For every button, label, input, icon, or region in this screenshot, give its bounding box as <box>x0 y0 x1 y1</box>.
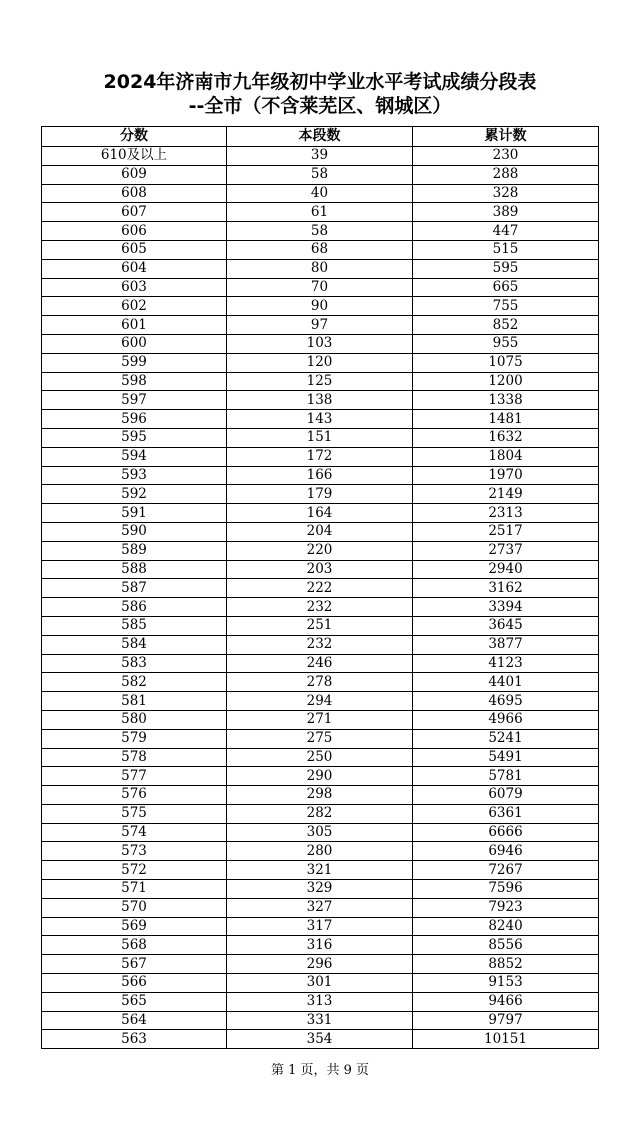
cell-segment-count: 179 <box>227 485 413 504</box>
cell-cumulative-count: 6361 <box>413 804 599 823</box>
cell-score: 586 <box>42 598 227 617</box>
cell-segment-count: 166 <box>227 466 413 485</box>
cell-score: 564 <box>42 1011 227 1030</box>
cell-segment-count: 317 <box>227 917 413 936</box>
cell-score: 596 <box>42 410 227 429</box>
table-row <box>42 823 599 842</box>
cell-cumulative-count: 1632 <box>413 428 599 447</box>
cell-segment-count: 222 <box>227 579 413 598</box>
table-row <box>42 353 599 372</box>
cell-segment-count: 125 <box>227 372 413 391</box>
cell-cumulative-count: 852 <box>413 316 599 335</box>
cell-score: 563 <box>42 1030 227 1049</box>
cell-score: 602 <box>42 297 227 316</box>
header-segment-count: 本段数 <box>227 127 413 147</box>
cell-score: 597 <box>42 391 227 410</box>
cell-segment-count: 80 <box>227 259 413 278</box>
cell-score: 572 <box>42 861 227 880</box>
cell-segment-count: 313 <box>227 992 413 1011</box>
table-row <box>42 1011 599 1030</box>
cell-cumulative-count: 8240 <box>413 917 599 936</box>
cell-cumulative-count: 6946 <box>413 842 599 861</box>
cell-segment-count: 164 <box>227 504 413 523</box>
table-row <box>42 184 599 203</box>
cell-cumulative-count: 3645 <box>413 616 599 635</box>
cell-score: 592 <box>42 485 227 504</box>
cell-segment-count: 282 <box>227 804 413 823</box>
cell-cumulative-count: 1200 <box>413 372 599 391</box>
cell-cumulative-count: 10151 <box>413 1030 599 1049</box>
table-row <box>42 804 599 823</box>
cell-cumulative-count: 3877 <box>413 635 599 654</box>
table-row <box>42 203 599 222</box>
table-row <box>42 447 599 466</box>
cell-cumulative-count: 9797 <box>413 1011 599 1030</box>
cell-segment-count: 143 <box>227 410 413 429</box>
cell-cumulative-count: 328 <box>413 184 599 203</box>
cell-cumulative-count: 3162 <box>413 579 599 598</box>
cell-score: 600 <box>42 334 227 353</box>
cell-segment-count: 301 <box>227 974 413 993</box>
cell-segment-count: 290 <box>227 767 413 786</box>
cell-cumulative-count: 6666 <box>413 823 599 842</box>
table-row <box>42 541 599 560</box>
cell-cumulative-count: 4966 <box>413 710 599 729</box>
cell-cumulative-count: 7923 <box>413 898 599 917</box>
table-row <box>42 259 599 278</box>
cell-score: 591 <box>42 504 227 523</box>
cell-score: 604 <box>42 259 227 278</box>
cell-score: 607 <box>42 203 227 222</box>
cell-score: 603 <box>42 278 227 297</box>
table-header-row <box>42 127 599 147</box>
cell-score: 595 <box>42 428 227 447</box>
cell-cumulative-count: 595 <box>413 259 599 278</box>
cell-segment-count: 250 <box>227 748 413 767</box>
cell-score: 610及以上 <box>42 147 227 166</box>
table-row <box>42 748 599 767</box>
cell-score: 581 <box>42 692 227 711</box>
cell-segment-count: 305 <box>227 823 413 842</box>
cell-segment-count: 294 <box>227 692 413 711</box>
table-row <box>42 635 599 654</box>
cell-cumulative-count: 5241 <box>413 729 599 748</box>
cell-cumulative-count: 6079 <box>413 786 599 805</box>
cell-cumulative-count: 7596 <box>413 880 599 899</box>
cell-score: 571 <box>42 880 227 899</box>
table-row <box>42 842 599 861</box>
cell-score: 601 <box>42 316 227 335</box>
table-row <box>42 485 599 504</box>
cell-cumulative-count: 665 <box>413 278 599 297</box>
cell-score: 590 <box>42 522 227 541</box>
score-distribution-table <box>41 126 599 1049</box>
cell-score: 583 <box>42 654 227 673</box>
table-row <box>42 240 599 259</box>
cell-score: 594 <box>42 447 227 466</box>
table-row <box>42 880 599 899</box>
cell-segment-count: 271 <box>227 710 413 729</box>
cell-segment-count: 203 <box>227 560 413 579</box>
cell-segment-count: 316 <box>227 936 413 955</box>
table-row <box>42 391 599 410</box>
cell-segment-count: 251 <box>227 616 413 635</box>
cell-segment-count: 321 <box>227 861 413 880</box>
cell-segment-count: 232 <box>227 635 413 654</box>
table-row <box>42 165 599 184</box>
table-row <box>42 861 599 880</box>
cell-cumulative-count: 2940 <box>413 560 599 579</box>
table-row <box>42 428 599 447</box>
cell-cumulative-count: 5781 <box>413 767 599 786</box>
cell-cumulative-count: 2313 <box>413 504 599 523</box>
cell-score: 598 <box>42 372 227 391</box>
cell-score: 575 <box>42 804 227 823</box>
cell-cumulative-count: 3394 <box>413 598 599 617</box>
cell-cumulative-count: 1481 <box>413 410 599 429</box>
cell-segment-count: 68 <box>227 240 413 259</box>
table-row <box>42 729 599 748</box>
table-row <box>42 334 599 353</box>
cell-segment-count: 280 <box>227 842 413 861</box>
header-cumulative-count: 累计数 <box>413 127 599 147</box>
table-row <box>42 410 599 429</box>
table-row <box>42 974 599 993</box>
cell-segment-count: 58 <box>227 165 413 184</box>
cell-score: 570 <box>42 898 227 917</box>
cell-segment-count: 70 <box>227 278 413 297</box>
table-row <box>42 504 599 523</box>
table-row <box>42 522 599 541</box>
cell-score: 593 <box>42 466 227 485</box>
table-row <box>42 767 599 786</box>
table-row <box>42 1030 599 1049</box>
page-title: 2024年济南市九年级初中学业水平考试成绩分段表 <box>103 71 537 93</box>
cell-segment-count: 275 <box>227 729 413 748</box>
table-row <box>42 692 599 711</box>
cell-segment-count: 331 <box>227 1011 413 1030</box>
table-row <box>42 786 599 805</box>
cell-score: 599 <box>42 353 227 372</box>
cell-cumulative-count: 955 <box>413 334 599 353</box>
cell-cumulative-count: 5491 <box>413 748 599 767</box>
cell-score: 605 <box>42 240 227 259</box>
page-footer: 第 1 页，共 9 页 <box>270 1063 370 1078</box>
cell-score: 574 <box>42 823 227 842</box>
cell-score: 582 <box>42 673 227 692</box>
cell-cumulative-count: 515 <box>413 240 599 259</box>
cell-segment-count: 120 <box>227 353 413 372</box>
cell-cumulative-count: 1970 <box>413 466 599 485</box>
cell-cumulative-count: 1075 <box>413 353 599 372</box>
cell-segment-count: 39 <box>227 147 413 166</box>
table-row <box>42 710 599 729</box>
table-row <box>42 673 599 692</box>
cell-segment-count: 138 <box>227 391 413 410</box>
cell-score: 576 <box>42 786 227 805</box>
table-row <box>42 297 599 316</box>
cell-score: 573 <box>42 842 227 861</box>
cell-cumulative-count: 2517 <box>413 522 599 541</box>
cell-cumulative-count: 2149 <box>413 485 599 504</box>
table-row <box>42 917 599 936</box>
cell-segment-count: 220 <box>227 541 413 560</box>
page-subtitle: --全市（不含莱芜区、钢城区） <box>188 95 452 117</box>
cell-segment-count: 204 <box>227 522 413 541</box>
cell-cumulative-count: 4401 <box>413 673 599 692</box>
table-row <box>42 147 599 166</box>
table-row <box>42 898 599 917</box>
cell-score: 588 <box>42 560 227 579</box>
cell-cumulative-count: 755 <box>413 297 599 316</box>
cell-segment-count: 40 <box>227 184 413 203</box>
header-score: 分数 <box>42 127 227 147</box>
cell-score: 589 <box>42 541 227 560</box>
cell-score: 606 <box>42 222 227 241</box>
cell-cumulative-count: 9466 <box>413 992 599 1011</box>
cell-score: 568 <box>42 936 227 955</box>
cell-cumulative-count: 1804 <box>413 447 599 466</box>
cell-segment-count: 278 <box>227 673 413 692</box>
cell-segment-count: 329 <box>227 880 413 899</box>
cell-score: 580 <box>42 710 227 729</box>
table-row <box>42 936 599 955</box>
cell-segment-count: 172 <box>227 447 413 466</box>
table-row <box>42 579 599 598</box>
cell-cumulative-count: 4695 <box>413 692 599 711</box>
cell-cumulative-count: 7267 <box>413 861 599 880</box>
cell-score: 585 <box>42 616 227 635</box>
cell-score: 608 <box>42 184 227 203</box>
cell-cumulative-count: 1338 <box>413 391 599 410</box>
cell-cumulative-count: 230 <box>413 147 599 166</box>
cell-score: 584 <box>42 635 227 654</box>
cell-score: 587 <box>42 579 227 598</box>
cell-cumulative-count: 4123 <box>413 654 599 673</box>
cell-segment-count: 151 <box>227 428 413 447</box>
cell-segment-count: 298 <box>227 786 413 805</box>
cell-cumulative-count: 8556 <box>413 936 599 955</box>
cell-segment-count: 103 <box>227 334 413 353</box>
cell-cumulative-count: 9153 <box>413 974 599 993</box>
cell-segment-count: 58 <box>227 222 413 241</box>
table-row <box>42 598 599 617</box>
cell-segment-count: 296 <box>227 955 413 974</box>
cell-score: 567 <box>42 955 227 974</box>
table-row <box>42 955 599 974</box>
cell-segment-count: 246 <box>227 654 413 673</box>
table-row <box>42 560 599 579</box>
cell-score: 579 <box>42 729 227 748</box>
cell-segment-count: 232 <box>227 598 413 617</box>
cell-segment-count: 90 <box>227 297 413 316</box>
table-row <box>42 316 599 335</box>
table-row <box>42 278 599 297</box>
cell-cumulative-count: 2737 <box>413 541 599 560</box>
table-body <box>42 147 599 1049</box>
cell-cumulative-count: 447 <box>413 222 599 241</box>
cell-segment-count: 61 <box>227 203 413 222</box>
table-row <box>42 466 599 485</box>
cell-cumulative-count: 288 <box>413 165 599 184</box>
cell-score: 578 <box>42 748 227 767</box>
cell-score: 577 <box>42 767 227 786</box>
cell-score: 609 <box>42 165 227 184</box>
cell-segment-count: 97 <box>227 316 413 335</box>
table-row <box>42 654 599 673</box>
cell-score: 566 <box>42 974 227 993</box>
cell-segment-count: 354 <box>227 1030 413 1049</box>
cell-cumulative-count: 389 <box>413 203 599 222</box>
cell-score: 569 <box>42 917 227 936</box>
cell-score: 565 <box>42 992 227 1011</box>
table-row <box>42 616 599 635</box>
table-row <box>42 992 599 1011</box>
cell-segment-count: 327 <box>227 898 413 917</box>
table-row <box>42 222 599 241</box>
table-row <box>42 372 599 391</box>
cell-cumulative-count: 8852 <box>413 955 599 974</box>
